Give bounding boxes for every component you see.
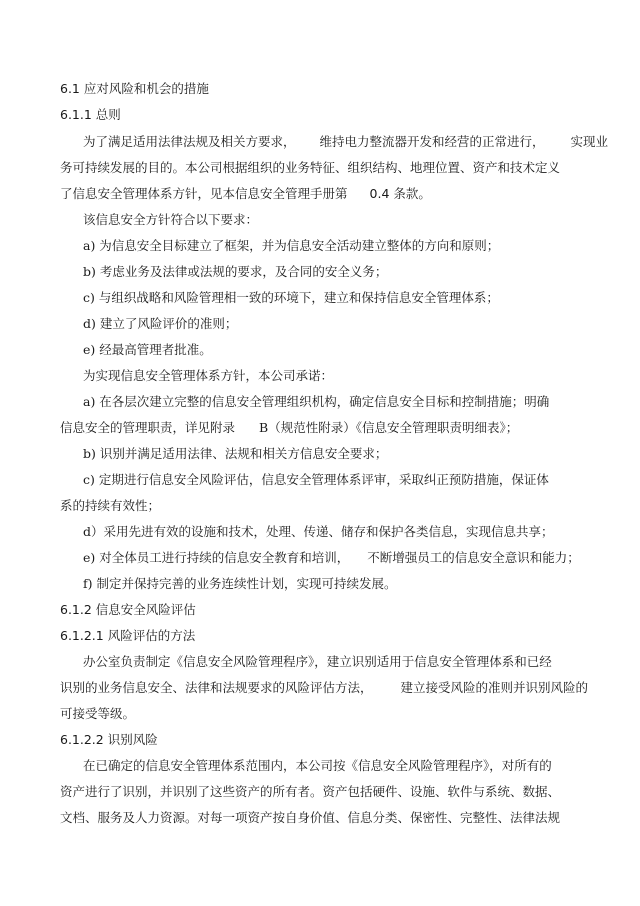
heading-6-1: 6.1 应对风险和机会的措施 — [60, 81, 209, 96]
paragraph-line — [60, 186, 431, 202]
text-segment: 0.4 条款。 — [369, 186, 431, 201]
text-segment: 维持电力整流器开发和经营的正常进行， — [319, 134, 545, 149]
list-item: c) 定期进行信息安全风险评估，信息安全管理体系评审，采取纠正预防措施，保证体 — [83, 472, 549, 487]
text-segment: B（规范性附录）《信息安全管理职责明细表》； — [259, 420, 519, 435]
list-item: a) 为信息安全目标建立了框架，并为信息安全活动建立整体的方向和原则； — [83, 238, 500, 253]
paragraph-line: 资产进行了识别，并识别了这些资产的所有者。资产包括硬件、设施、软件与系统、数据、 — [60, 784, 561, 799]
list-item: f) 制定并保持完善的业务连续性计划，实现可持续发展。 — [83, 576, 397, 591]
list-item: 系的持续有效性； — [60, 498, 161, 513]
text-segment: 实现业 — [570, 134, 609, 149]
paragraph-line — [83, 134, 608, 150]
list-item: d) 建立了风险评价的准则； — [83, 316, 238, 331]
heading-6-1-2: 6.1.2 信息安全风险评估 — [60, 602, 196, 617]
paragraph-line: 办公室负责制定《信息安全风险管理程序》，建立识别适用于信息安全管理体系和已经 — [83, 654, 552, 669]
heading-6-1-2-2: 6.1.2.2 识别风险 — [60, 732, 158, 747]
paragraph-line: 为实现信息安全管理体系方针，本公司承诺： — [83, 368, 334, 383]
paragraph-line: 文档、服务及人力资源。对每一项资产按自身价值、信息分类、保密性、完整性、法律法规 — [60, 810, 561, 825]
text-segment: 信息安全的管理职责，详见附录 — [60, 420, 236, 435]
text-segment: 识别的业务信息安全、法律和法规要求的风险评估方法， — [60, 680, 373, 695]
paragraph-line — [60, 680, 588, 696]
list-item: e) 经最高管理者批准。 — [83, 342, 212, 357]
paragraph-line: 可接受等级。 — [60, 706, 136, 721]
heading-6-1-2-1: 6.1.2.1 风险评估的方法 — [60, 628, 196, 643]
list-item: d）采用先进有效的设施和技术，处理、传递、储存和保护各类信息，实现信息共享； — [83, 524, 554, 539]
list-item — [60, 420, 518, 436]
paragraph-line: 该信息安全方针符合以下要求： — [83, 212, 259, 227]
text-segment: e) 对全体员工进行持续的信息安全教育和培训， — [83, 550, 350, 565]
text-segment: 不断增强员工的信息安全意识和能力； — [367, 550, 580, 565]
list-item: b) 考虑业务及法律或法规的要求，及合同的安全义务； — [83, 264, 388, 279]
text-segment: 建立接受风险的准则并识别风险的 — [400, 680, 589, 695]
list-item — [83, 550, 580, 566]
list-item: c) 与组织战略和风险管理相一致的环境下，建立和保持信息安全管理体系； — [83, 290, 499, 305]
paragraph-line: 在已确定的信息安全管理体系范围内，本公司按《信息安全风险管理程序》，对所有的 — [83, 758, 552, 773]
list-item: b) 识别并满足适用法律、法规和相关方信息安全要求； — [83, 446, 388, 461]
paragraph-line: 务可持续发展的目的。本公司根据组织的业务特征、组织结构、地理位置、资产和技术定义 — [60, 160, 561, 175]
text-segment: 为了满足适用法律法规及相关方要求， — [83, 134, 296, 149]
heading-6-1-1: 6.1.1 总则 — [60, 107, 121, 122]
text-segment: 了信息安全管理体系方针，见本信息安全管理手册第 — [60, 186, 348, 201]
list-item: a) 在各层次建立完整的信息安全管理组织机构，确定信息安全目标和控制措施；明确 — [83, 394, 550, 409]
